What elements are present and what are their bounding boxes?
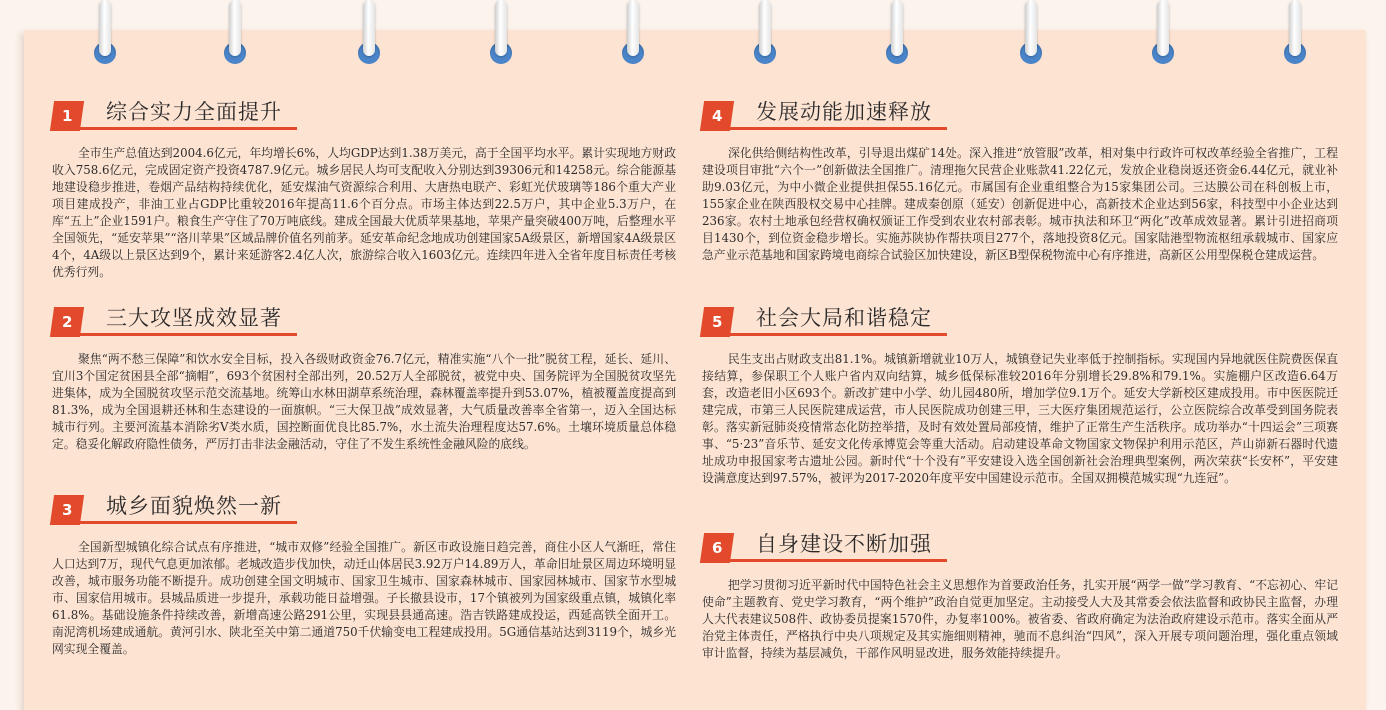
section-title: 自身建设不断加强 — [756, 532, 932, 556]
section-number-badge: 6 — [700, 533, 734, 563]
binding-ring-icon — [358, 0, 380, 72]
section-title: 三大攻坚成效显著 — [106, 306, 282, 330]
binding-ring-icon — [1284, 0, 1306, 72]
section-development-momentum — [702, 96, 1338, 264]
section-header — [52, 302, 676, 342]
section-title: 城乡面貌焕然一新 — [106, 494, 282, 518]
binding-ring-icon — [224, 0, 246, 72]
section-header — [52, 490, 676, 530]
binding-ring-icon — [622, 0, 644, 72]
section-number-badge: 4 — [700, 101, 734, 131]
binding-ring-icon — [886, 0, 908, 72]
title-underline — [722, 127, 947, 130]
section-body: 把学习贯彻习近平新时代中国特色社会主义思想作为首要政治任务，扎实开展“两学一做”学习教育、“不忘初心、牢记使命”主题教育、党史学习教育，“两个维护”政治自觉更加坚定。主动接受人大及其常委会依法监督和政协民主监督，办理人大代表建议508件、政协委员提案1570件，办复率100%。被省委、省政府确定为法治政府建设示范市。落实全面从严治党主体责任，严格执行中央八项规定及其实施细则精神，驰而不息纠治“四风”，深入开展专项问题治理，强化重点领域审计监督，持续为基层减负，干部作风明显改进，服务效能持续提升。 — [702, 578, 1338, 660]
title-underline — [722, 559, 947, 562]
section-body: 聚焦“两不愁三保障”和饮水安全目标，投入各级财政资金76.7亿元，精准实施“八个一批”脱贫工程，延长、延川、宜川3个国定贫困县全部“摘帽”，693个贫困村全部出列，20.52万人全部脱贫，被党中央、国务院评为全国脱贫攻坚先进集体，成为全国脱贫攻坚示范交流基地。统筹山水林田湖草系统治理，森林覆盖率提升到53.07%，植被覆盖度提高到81.3%，成为全国退耕还林和生态建设的一面旗帜。“三大保卫战”成效显著，大气质量改善率全省第一，迈入全国达标城市行列。主要河流基本消除劣V类水质，国控断面优良比85.7%，水土流失治理程度达57.6%。土壤环境质量总体稳定。稳妥化解政府隐性债务，严厉打击非法金融活动，守住了不发生系统性金融风险的底线。 — [52, 352, 676, 451]
title-underline — [72, 333, 297, 336]
section-social-stability — [702, 302, 1338, 487]
binding-ring-icon — [490, 0, 512, 72]
section-comprehensive-strength — [52, 96, 676, 281]
section-header — [702, 528, 1338, 568]
section-body: 全国新型城镇化综合试点有序推进，“城市双修”经验全国推广。新区市政设施日趋完善，商住小区人气渐旺，常住人口达到7万，现代气息更加浓郁。老城改造步伐加快，动迁山体居民3.92万户14.89万人，革命旧址景区周边环境明显改善，城市服务功能不断提升。成功创建全国文明城市、国家卫生城市、国家森林城市、国家园林城市、国家节水型城市、国家信用城市。县城品质进一步提升，承载功能日益增强。子长撤县设市，17个镇被列为国家级重点镇，城镇化率61.8%。基础设施条件持续改善，新增高速公路291公里，实现县县通高速。浩吉铁路建成投运，西延高铁全面开工。南泥湾机场建成通航。黄河引水、陕北至关中第二通道750千伏输变电工程建成投用。5G通信基站达到3119个，城乡光网实现全覆盖。 — [52, 540, 676, 656]
section-number-badge: 2 — [50, 307, 84, 337]
spiral-binding — [24, 0, 1366, 80]
section-title: 综合实力全面提升 — [106, 100, 282, 124]
section-urban-rural — [52, 490, 676, 658]
binding-ring-icon — [1152, 0, 1174, 72]
section-header — [702, 96, 1338, 136]
section-three-battles — [52, 302, 676, 453]
section-title: 发展动能加速释放 — [756, 100, 932, 124]
section-body: 深化供给侧结构性改革，引导退出煤矿14处。深入推进“放管服”改革，相对集中行政许可权改革经验全省推广，工程建设项目审批“六个一”创新做法全国推广。清理拖欠民营企业账款41.22亿元，发放企业稳岗返还资金6.44亿元，就业补助9.03亿元，为中小微企业提供担保55.16亿元。市属国有企业重组整合为15家集团公司。三达膜公司在科创板上市，155家企业在陕西股权交易中心挂牌。建成秦创原（延安）创新促进中心，高新技术企业达到56家，科技型中小企业达到236家。农村土地承包经营权确权颁证工作受到农业农村部表彰。城市执法和环卫“两化”改革成效显著。累计引进招商项目1430个，到位资金稳步增长。实施苏陕协作帮扶项目277个，落地投资8亿元。国家陆港型物流枢纽承载城市、国家应急产业示范基地和国家跨境电商综合试验区加快建设，新区B型保税物流中心有序推进，高新区公用型保税仓建成运营。 — [702, 146, 1338, 262]
title-underline — [72, 521, 297, 524]
section-header — [52, 96, 676, 136]
section-body: 全市生产总值达到2004.6亿元，年均增长6%，人均GDP达到1.38万美元，高于全国平均水平。累计实现地方财政收入758.6亿元，完成固定资产投资4787.9亿元。城乡居民人均可支配收入分别达到39306元和14258元。综合能源基地建设稳步推进，卷烟产品结构持续优化，延安煤油气资源综合利用、大唐热电联产、彩虹光伏玻璃等186个重大产业项目建成投产，非油工业占GDP比重较2016年提高11.6个百分点。市场主体达到22.5万户，其中企业5.3万户，在库“五上”企业1591户。粮食生产守住了70万吨底线。建成全国最大优质苹果基地，苹果产量突破400万吨，后整理水平全国领先，“延安苹果”“洛川苹果”区域品牌价值名列前茅。延安革命纪念地成功创建国家5A级景区，新增国家4A级景区4个，4A级以上景区达到9个，累计来延游客2.4亿人次，旅游综合收入1603亿元。连续四年进入全省年度目标责任考核优秀行列。 — [52, 146, 676, 279]
section-number-badge: 3 — [50, 495, 84, 525]
section-number-badge: 1 — [50, 101, 84, 131]
section-self-construction — [702, 528, 1338, 662]
binding-ring-icon — [94, 0, 116, 72]
binding-ring-icon — [754, 0, 776, 72]
section-body: 民生支出占财政支出81.1%。城镇新增就业10万人，城镇登记失业率低于控制指标。实现国内异地就医住院费医保直接结算，参保职工个人账户省内双向结算，城乡低保标准较2016年分别增长29.8%和79.1%。实施棚户区改造6.64万套，改造老旧小区693个。新改扩建中小学、幼儿园480所，增加学位9.1万个。延安大学新校区建成投用。市中医医院迁建完成，市第三人民医院建成运营，市人民医院成功创建三甲，三大医疗集团规范运行，公立医院综合改革受到国务院表彰。落实新冠肺炎疫情常态化防控举措，及时有效处置局部疫情，维护了正常生产生活秩序。成功举办“十四运会”三项赛事、“5·23”音乐节、延安文化传承博览会等重大活动。启动建设革命文物国家文物保护利用示范区，芦山峁新石器时代遗址成功申报国家考古遗址公园。新时代“十个没有”平安建设入选全国创新社会治理典型案例，两次荣获“长安杯”，平安建设满意度达到97.57%，被评为2017-2020年度平安中国建设示范市。全国双拥模范城实现“九连冠”。 — [702, 352, 1338, 485]
section-header — [702, 302, 1338, 342]
section-title: 社会大局和谐稳定 — [756, 306, 932, 330]
binding-ring-icon — [1020, 0, 1042, 72]
section-number-badge: 5 — [700, 307, 734, 337]
title-underline — [722, 333, 947, 336]
title-underline — [72, 127, 297, 130]
